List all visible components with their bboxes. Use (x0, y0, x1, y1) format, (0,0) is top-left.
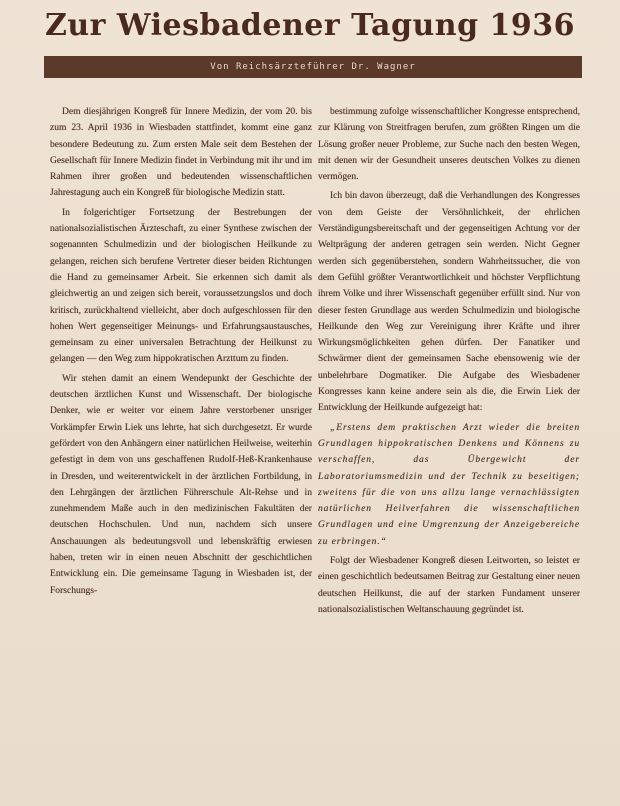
article-title: Zur Wiesbadener Tagung 1936 (44, 8, 576, 43)
paragraph: Ich bin davon überzeugt, daß die Verhandlungen des Kongresses von dem Geiste der Versöhnlichkeit, der ehrlichen Verständigungsbereitschaft und der gegenseitigen Achtung vor der Weltprägung der anderen getragen sein werden. Nicht Gegner werden sich gegenüberstehen, sondern Wahrheitssucher, die von dem Gefühl größter Verantwortlichkeit und höchster Verpflichtung ihrem Volke und ihrer Wissenschaft gegenüber erfüllt sind. Nur von dieser festen Grundlage aus werden Schulmedizin und biologische Heilkunde den Weg zur Vereinigung ihrer Kräfte und ihrer Wirkungsmöglichkeiten gehen dürfen. Der Fanatiker und Schwärmer dient der gemeinsamen Sache ebensowenig wie der unbelehrbare Dogmatiker. Die Aufgabe des Wiesbadener Kongresses kann keine andere sein als die, die Erwin Liek der Entwicklung der Heilkunde aufgezeigt hat: (318, 190, 580, 414)
paragraph: Dem diesjährigen Kongreß für Innere Medizin, der vom 20. bis zum 23. April 1936 in Wiesbaden stattfindet, kommt eine ganz besondere Bedeutung zu. Zum ersten Male seit dem Bestehen der Gesellschaft für Innere Medizin findet in Verbindung mit ihr und im Rahmen ihrer großen und bedeutenden wissenschaftlichen Jahrestagung auch ein Kongreß für biologische Medizin statt. (50, 106, 312, 199)
paragraph: Folgt der Wiesbadener Kongreß diesen Leitworten, so leistet er einen geschichtlich bedeutsamen Beitrag zur Gestaltung einer neuen deutschen Heilkunst, die auf der starken Fundament unserer nationalsozialistischen Weltanschauung gegründet ist. (318, 555, 580, 615)
left-text-column (50, 104, 312, 799)
right-text-column (318, 104, 580, 799)
paragraph: Wir stehen damit an einem Wendepunkt der Geschichte der deutschen ärztlichen Kunst und Wissenschaft. Der biologische Denker, wie er weiter vor einem Jahre verstorbener unsriger Vorkämpfer Erwin Liek uns lehrte, hat sich durchgesetzt. Er wurde gefördert von den Anhängern einer natürlichen Heilweise, weiterhin gefestigt in dem von uns geschaffenen Rudolf-Heß-Krankenhause in Dresden, und weiterentwickelt in der ärztlichen Fortbildung, in den Lehrgängen der ärztlichen Führerschule Alt-Rehse und in zunehmendem Maße auch in den medizinischen Fakultäten der deutschen Hochschulen. Und nun, nachdem sich unsere Anschauungen als bedeutungsvoll und lebenskräftig erwiesen haben, treten wir in einen neuen Abschnitt der geschichtlichen Entwicklung ein. Die gemeinsame Tagung in Wiesbaden ist, der Forschungs- (50, 372, 312, 596)
byline-banner (44, 56, 582, 78)
paragraph: bestimmung zufolge wissenschaftlicher Kongresse entsprechend, zur Klärung von Streitfragen berufen, zum größten Ringen um die Lösung großer neuer Probleme, zur Suche nach den besten Wegen, mit denen wir der Gesundheit unseres deutschen Volkes zu dienen vermögen. (318, 106, 580, 183)
paragraph: In folgerichtiger Fortsetzung der Bestrebungen der nationalsozialistischen Ärzteschaft, zu einer Synthese zwischen der sogenannten Schulmedizin und der biologischen Heilkunde zu gelangen, reichen sich berufene Vertreter dieser beiden Richtungen die Hand zu gemeinsamer Arbeit. Sie erkennen sich damit als gleichwertig an und zeigen sich bereit, voraussetzungslos und doch kritisch, zurückhaltend vielleicht, aber doch aufgeschlossen für den hohen Wert gegenseitiger Meinungs- und Erfahrungsaustausches, gemeinsam zu einer universalen Betrachtung der Heilkunst zu gelangen — den Weg zum hippokratischen Arzttum zu finden. (50, 206, 312, 365)
liek-quotation: „Erstens dem praktischen Arzt wieder die breiten Grundlagen hippokratischen Denkens und Könnens zu verschaffen, das Übergewicht der Laboratoriumsmedizin und der Technik zu beseitigen; zweitens für die von uns allzu lange vernachlässigten natürlichen Heilverfahren die wissenschaftlichen Grundlagen und eine Umgrenzung der Anzeigebereiche zu erbringen.“ (318, 421, 580, 547)
article-byline: Von Reichsärzteführer Dr. Wagner (210, 62, 416, 72)
